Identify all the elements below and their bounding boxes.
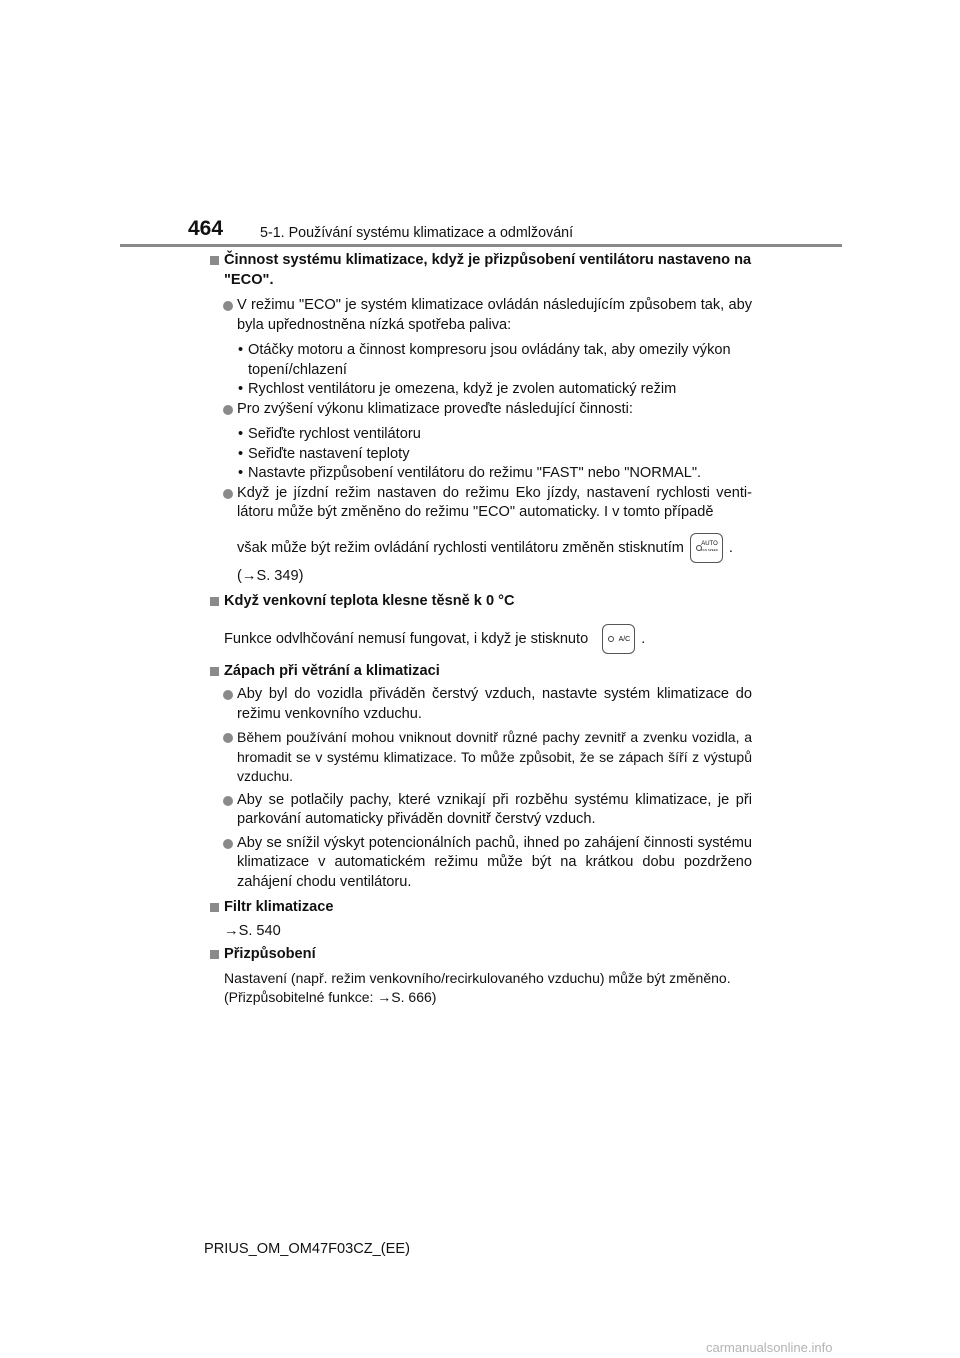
square-bullet-icon bbox=[210, 950, 219, 959]
cold-text: Funkce odvlhčování nemusí fungovat, i když je stisknuto A/C . bbox=[210, 624, 752, 654]
indicator-lamp-icon bbox=[608, 636, 614, 642]
eco-bullet-2: Pro zvýšení výkonu klimatizace proveďte následující činnosti: bbox=[210, 400, 752, 420]
square-bullet-icon bbox=[210, 256, 219, 265]
eco-sub-item: • Rychlost ventilátoru je omezena, když je zvolen automatický režim bbox=[238, 381, 677, 397]
odor-bullet-4: Aby se snížil výskyt potencionálních pachů, ihned po zahájení činnosti systému klimatizace v automatickém režimu může být na krátkou dobu pozdrženo zahájení chodu ventilátoru. bbox=[210, 834, 752, 893]
eco-sub-item: • Otáčky motoru a činnost kompresoru jsou ovládány tak, aby omezily výkon topení/chlazení bbox=[238, 342, 731, 378]
eco-reference: (→S. 349) bbox=[237, 567, 304, 584]
square-bullet-icon bbox=[210, 667, 219, 676]
round-bullet-icon bbox=[223, 489, 233, 499]
round-bullet-icon bbox=[223, 839, 233, 849]
eco-sub-item: • Nastavte přizpůsobení ventilátoru do režimu "FAST" nebo "NORMAL". bbox=[238, 465, 702, 481]
eco-bullet-1: V režimu "ECO" je systém klimatizace ovládán následujícím způsobem tak, aby byla upřednostněna nízká spotřeba paliva: bbox=[210, 296, 752, 335]
round-bullet-icon bbox=[223, 690, 233, 700]
round-bullet-icon bbox=[223, 796, 233, 806]
odor-bullet-1: Aby byl do vozidla přiváděn čerstvý vzduch, nastavte systém klimatizace do režimu venkovního vzduchu. bbox=[210, 685, 752, 724]
round-bullet-icon bbox=[223, 733, 233, 743]
eco-bullet-3: Když je jízdní režim nastaven do režimu Eko jízdy, nastavení rychlosti ventilátoru může být změněno do režimu "ECO" automaticky. I v tomto případě však může být režim ovládání rychlosti ventilátoru změněn stisknutím AUTO FAN SPEED . bbox=[210, 484, 752, 563]
header-rule bbox=[120, 244, 842, 247]
filter-reference: →S. 540 bbox=[224, 922, 281, 939]
section-title: 5-1. Používání systému klimatizace a odmlžování bbox=[260, 225, 574, 241]
odor-bullet-2: Během používání mohou vniknout dovnitř různé pachy zevnitř a zvenku vozidla, a hromadit se v systému klimatizace. To může způsobit, že se zápach šíří z výstupů vzduchu. bbox=[210, 728, 752, 787]
auto-fan-speed-button-icon: AUTO FAN SPEED bbox=[690, 533, 723, 563]
odor-heading: Zápach při větrání a klimatizaci bbox=[210, 662, 752, 682]
watermark: carmanualsonline.info bbox=[706, 1340, 833, 1355]
round-bullet-icon bbox=[223, 405, 233, 415]
doc-code: PRIUS_OM_OM47F03CZ_(EE) bbox=[204, 1241, 410, 1257]
custom-heading: Přizpůsobení bbox=[210, 945, 752, 965]
odor-bullet-3: Aby se potlačily pachy, které vznikají při rozběhu systému klimatizace, je při parkování automaticky přiváděn dovnitř čerstvý vzduch. bbox=[210, 791, 752, 830]
square-bullet-icon bbox=[210, 597, 219, 606]
eco-heading: Činnost systému klimatizace, když je přizpůsobení ventilátoru nastaveno na "ECO". bbox=[210, 251, 752, 290]
page-content bbox=[210, 251, 752, 1008]
square-bullet-icon bbox=[210, 903, 219, 912]
ac-button-icon: A/C bbox=[602, 624, 635, 654]
filter-heading: Filtr klimatizace bbox=[210, 898, 752, 918]
round-bullet-icon bbox=[223, 301, 233, 311]
page-number: 464 bbox=[188, 217, 224, 240]
cold-heading: Když venkovní teplota klesne těsně k 0 °C bbox=[210, 592, 752, 612]
custom-text: Nastavení (např. režim venkovního/recirkulovaného vzduchu) může být změněno. (Přizpůsobitelné funkce: →S. 666) bbox=[224, 969, 731, 1005]
eco-sub-item: • Seřiďte nastavení teploty bbox=[238, 445, 410, 462]
eco-sub-item: • Seřiďte rychlost ventilátoru bbox=[238, 426, 421, 442]
